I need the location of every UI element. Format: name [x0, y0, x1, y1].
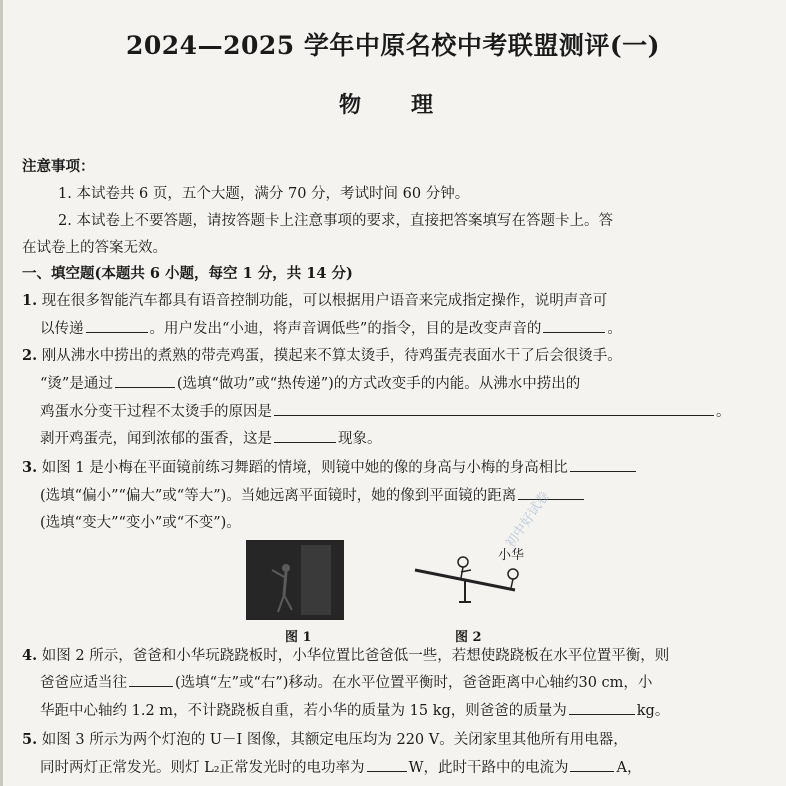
subject-title: 物 理	[338, 92, 447, 118]
answer-blank	[274, 401, 714, 416]
question-text: 。	[607, 321, 622, 337]
question-text: 刚从沸水中捞出的煮熟的带壳鸡蛋，摸起来不算太烫手，待鸡蛋壳表面水干了后会很烫手。	[41, 348, 622, 364]
question-number: 4.	[22, 647, 38, 664]
notice-item-2-cont: 在试卷上的答案无效。	[22, 240, 167, 256]
question-text: 以传递	[40, 321, 84, 337]
question-3-line-3: (选填“变大”“变小”或“不变”)。	[40, 515, 241, 531]
answer-blank	[129, 672, 173, 687]
question-text: W，此时干路中的电流为	[408, 760, 569, 776]
question-text: 如图 2 所示，爸爸和小华玩跷跷板时，小华位置比爸爸低一些，若想使跷跷板在水平位置平衡，则	[41, 648, 670, 664]
question-text: 现象。	[338, 431, 382, 447]
question-2-line-4	[40, 428, 382, 450]
answer-blank	[367, 757, 407, 772]
exam-title: 2024—2025 学年中原名校中考联盟测评(一)	[125, 31, 661, 60]
notice-heading: 注意事项：	[22, 158, 95, 175]
question-4-line-1	[22, 645, 669, 667]
figure-2-caption: 图 2	[455, 630, 482, 645]
answer-blank	[570, 757, 614, 772]
question-2-line-2	[40, 373, 580, 395]
figure-1-photo	[246, 540, 344, 620]
question-text: 。	[716, 404, 731, 420]
notice-item-1: 1. 本试卷共 6 页，五个大题，满分 70 分，考试时间 60 分钟。	[58, 186, 470, 202]
figure-2-label: 小华	[498, 548, 525, 563]
notice-item-2: 2. 本试卷上不要答题，请按答题卡上注意事项的要求，直接把答案填写在答题卡上。答	[58, 213, 613, 229]
dancer-silhouette-icon	[246, 540, 344, 620]
question-text: 鸡蛋水分变干过程不太烫手的原因是	[40, 404, 272, 420]
question-1-line-1	[22, 290, 607, 312]
question-2-line-3	[40, 401, 731, 423]
question-1-line-2	[40, 318, 622, 340]
question-3-line-1	[22, 457, 638, 479]
question-text: 。用户发出“小迪，将声音调低些”的指令，目的是改变声音的	[149, 321, 542, 337]
section-1-heading: 一、填空题(本题共 6 小题，每空 1 分，共 14 分)	[22, 265, 353, 282]
question-4-line-2	[40, 672, 652, 694]
question-text: 现在很多智能汽车都具有语音控制功能，可以根据用户语音来完成指定操作，说明声音可	[41, 293, 608, 309]
question-text: “烫”是通过	[40, 376, 113, 392]
question-text: A，	[616, 760, 642, 776]
question-text: 剥开鸡蛋壳，闻到浓郁的蛋香，这是	[40, 431, 272, 447]
answer-blank	[569, 700, 635, 715]
answer-blank	[274, 428, 336, 443]
question-text: kg。	[636, 703, 670, 719]
question-number: 5.	[22, 731, 38, 748]
question-text: 华距中心轴约 1.2 m，不计跷跷板自重，若小华的质量为 15 kg，则爸爸的质量为	[40, 703, 567, 719]
answer-blank	[115, 373, 175, 388]
question-text: (选填“左”或“右”)移动。在水平位置平衡时，爸爸距离中心轴约30 cm，小	[175, 675, 653, 691]
answer-blank	[543, 318, 605, 333]
question-number: 1.	[22, 292, 38, 309]
question-text: (选填“偏小”“偏大”或“等大”)。当她远离平面镜时，她的像到平面镜的距离	[40, 488, 517, 504]
question-3-line-2	[40, 485, 586, 507]
answer-blank	[570, 457, 636, 472]
question-2-line-1	[22, 345, 622, 367]
question-5-line-1	[22, 729, 628, 751]
answer-blank	[86, 318, 148, 333]
figure-1-caption: 图 1	[285, 630, 312, 645]
question-4-line-3	[40, 700, 669, 722]
question-5-line-2	[40, 757, 641, 779]
question-number: 2.	[22, 347, 38, 364]
question-text: 如图 3 所示为两个灯泡的 U－I 图像，其额定电压均为 220 V。关闭家里其他所有用电器，	[41, 732, 628, 748]
question-text: (选填“做功”或“热传递”)的方式改变手的内能。从沸水中捞出的	[176, 376, 581, 392]
question-text: 爸爸应适当往	[40, 675, 127, 691]
question-text: 同时两灯正常发光。则灯 L₂正常发光时的电功率为	[40, 760, 365, 776]
watermark: 初中好试卷	[503, 489, 553, 551]
question-text: 如图 1 是小梅在平面镜前练习舞蹈的情境，则镜中她的像的身高与小梅的身高相比	[41, 460, 568, 476]
question-number: 3.	[22, 459, 38, 476]
